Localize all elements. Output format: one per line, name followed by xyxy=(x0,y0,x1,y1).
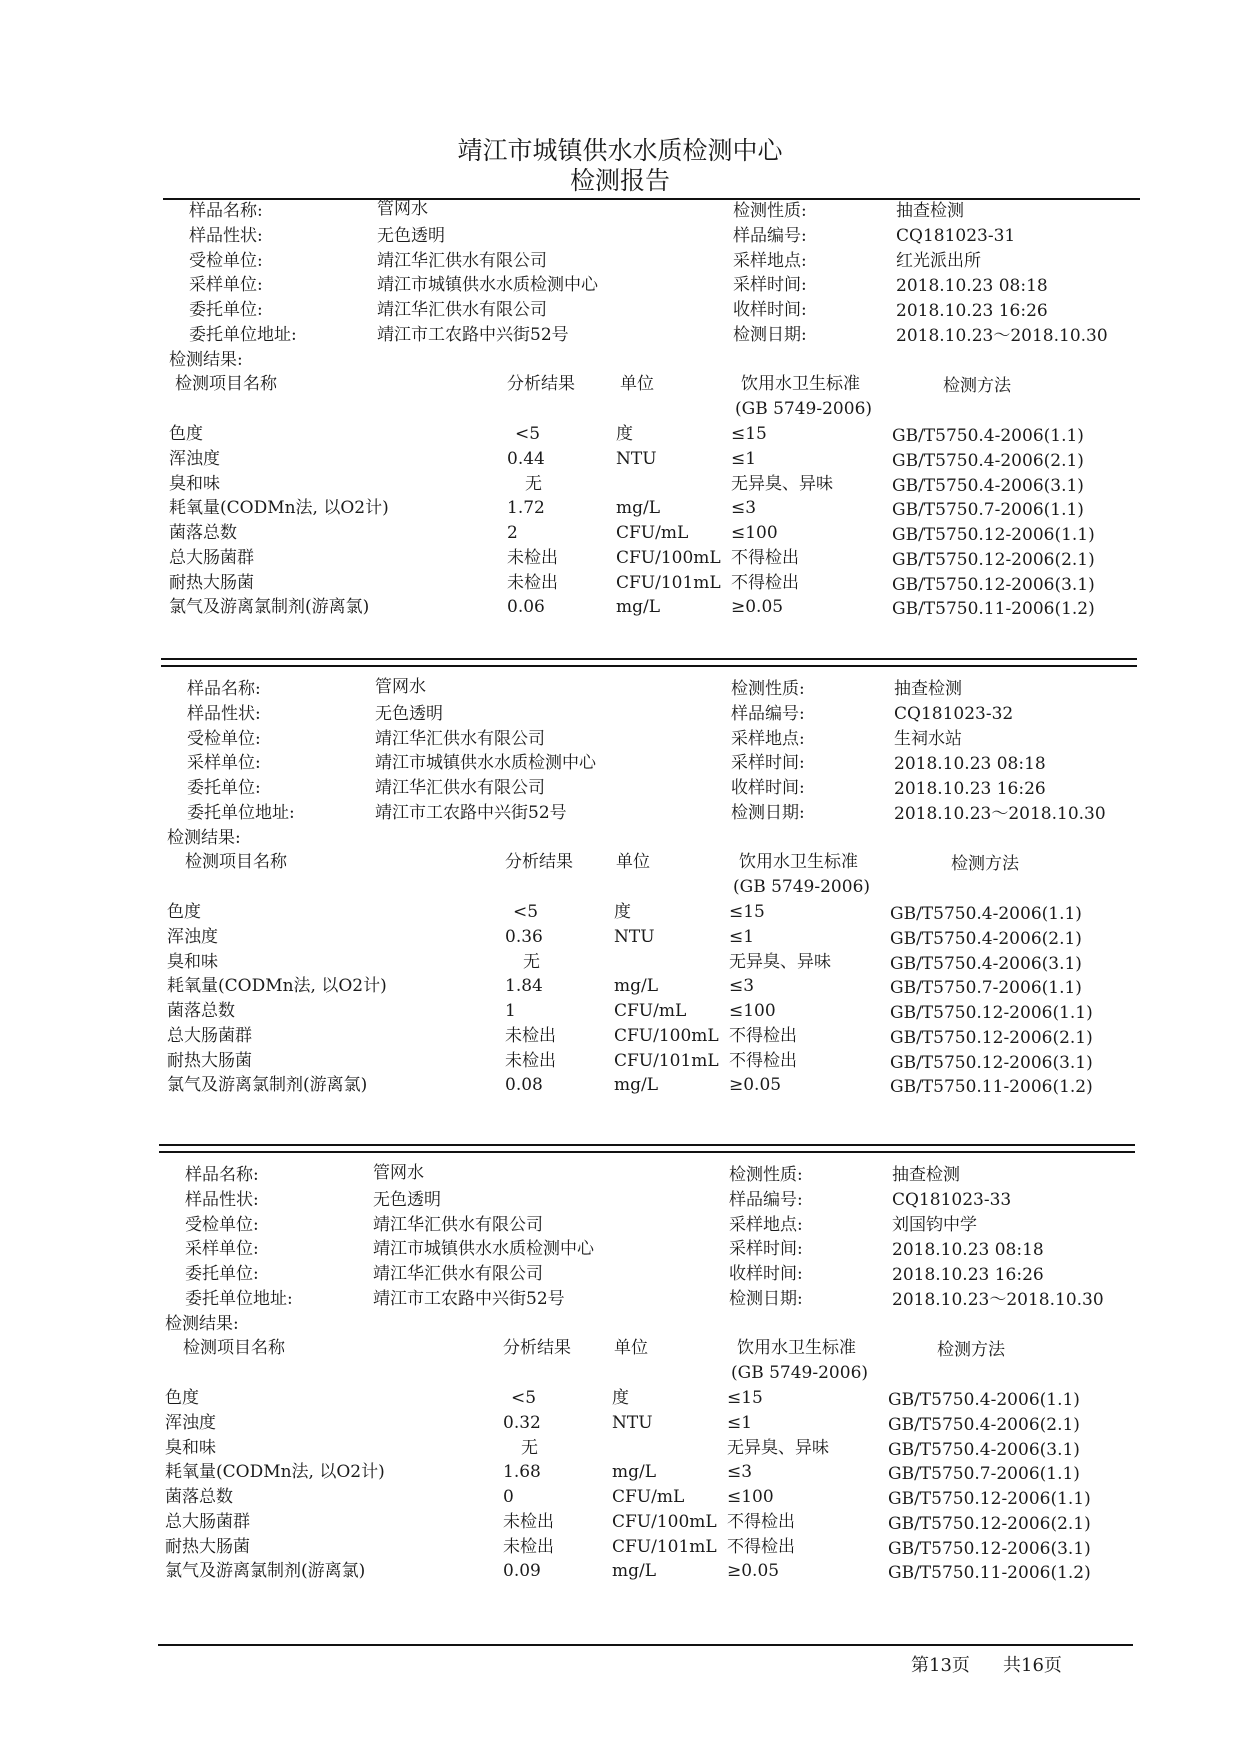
row-item: 菌落总数 xyxy=(169,523,237,543)
row-result: 0.44 xyxy=(507,449,545,469)
label-test-nature: 检测性质: xyxy=(733,201,807,221)
row-item: 总大肠菌群 xyxy=(165,1512,250,1532)
value-sampling-time: 2018.10.23 08:18 xyxy=(892,1240,1044,1260)
value-sample-no: CQ181023-33 xyxy=(892,1190,1012,1210)
row-item: 浑浊度 xyxy=(167,927,218,947)
row-standard: 无异臭、异味 xyxy=(729,952,831,972)
label-sampling-site: 采样地点: xyxy=(733,251,807,271)
row-unit: CFU/mL xyxy=(616,523,689,543)
label-test-nature: 检测性质: xyxy=(731,679,805,699)
org-title: 靖江市城镇供水水质检测中心 xyxy=(457,136,783,165)
value-inspected-unit: 靖江华汇供水有限公司 xyxy=(375,729,545,749)
row-standard: ≥0.05 xyxy=(729,1075,782,1095)
sample-block-2 xyxy=(161,670,1161,1140)
bottom-divider xyxy=(158,1644,1133,1646)
row-result: 0 xyxy=(503,1487,514,1507)
row-result: 0.36 xyxy=(505,927,543,947)
label-sampling-unit: 采样单位: xyxy=(185,1239,259,1259)
row-item: 浑浊度 xyxy=(165,1413,216,1433)
row-result: 2 xyxy=(507,523,518,543)
row-method: GB/T5750.4-2006(3.1) xyxy=(888,1440,1080,1460)
row-item: 氯气及游离氯制剂(游离氯) xyxy=(169,597,370,617)
row-result: 未检出 xyxy=(505,1051,556,1071)
row-method: GB/T5750.4-2006(1.1) xyxy=(892,426,1084,446)
row-method: GB/T5750.4-2006(2.1) xyxy=(890,929,1082,949)
row-result: <5 xyxy=(513,902,539,922)
col-result-header: 分析结果 xyxy=(505,852,573,872)
label-inspected-unit: 受检单位: xyxy=(189,251,263,271)
row-item: 耗氧量(CODMn法, 以O2计) xyxy=(165,1462,385,1482)
label-sampling-time: 采样时间: xyxy=(733,275,807,295)
value-sampling-time: 2018.10.23 08:18 xyxy=(896,276,1048,296)
value-sample-nature: 无色透明 xyxy=(377,226,445,246)
label-sample-nature: 样品性状: xyxy=(187,704,261,724)
row-method: GB/T5750.12-2006(3.1) xyxy=(888,1539,1091,1559)
row-method: GB/T5750.4-2006(1.1) xyxy=(888,1390,1080,1410)
row-result: 无 xyxy=(523,952,540,972)
row-standard: 不得检出 xyxy=(731,573,799,593)
col-standard-header: 饮用水卫生标准 xyxy=(741,374,860,394)
top-divider xyxy=(161,658,1137,660)
label-sampling-unit: 采样单位: xyxy=(187,753,261,773)
row-standard: ≤1 xyxy=(731,449,757,469)
row-result: 0.32 xyxy=(503,1413,541,1433)
label-client: 委托单位: xyxy=(185,1264,259,1284)
row-method: GB/T5750.11-2006(1.2) xyxy=(890,1077,1093,1097)
row-method: GB/T5750.12-2006(3.1) xyxy=(890,1053,1093,1073)
row-unit: 度 xyxy=(614,902,631,922)
label-sample-nature: 样品性状: xyxy=(189,226,263,246)
row-standard: ≤15 xyxy=(729,902,765,922)
label-client-address: 委托单位地址: xyxy=(185,1289,293,1309)
value-test-date: 2018.10.23～2018.10.30 xyxy=(892,1290,1104,1310)
value-sample-name: 管网水 xyxy=(377,199,428,219)
label-results: 检测结果: xyxy=(165,1314,239,1334)
row-unit: 度 xyxy=(616,424,633,444)
row-item: 氯气及游离氯制剂(游离氯) xyxy=(165,1561,366,1581)
label-sample-no: 样品编号: xyxy=(733,226,807,246)
value-receiving-time: 2018.10.23 16:26 xyxy=(894,779,1046,799)
row-standard: ≤1 xyxy=(729,927,755,947)
value-sampling-unit: 靖江市城镇供水水质检测中心 xyxy=(377,275,598,295)
row-item: 耐热大肠菌 xyxy=(167,1051,252,1071)
row-unit: mg/L xyxy=(612,1462,657,1482)
value-sampling-unit: 靖江市城镇供水水质检测中心 xyxy=(373,1239,594,1259)
row-method: GB/T5750.4-2006(2.1) xyxy=(892,451,1084,471)
value-sample-no: CQ181023-31 xyxy=(896,226,1016,246)
value-client-address: 靖江市工农路中兴街52号 xyxy=(377,325,569,345)
row-result: 0.09 xyxy=(503,1561,541,1581)
row-result: 未检出 xyxy=(503,1537,554,1557)
row-method: GB/T5750.4-2006(3.1) xyxy=(890,954,1082,974)
row-item: 色度 xyxy=(167,902,201,922)
row-standard: 不得检出 xyxy=(727,1537,795,1557)
value-test-date: 2018.10.23～2018.10.30 xyxy=(896,326,1108,346)
value-receiving-time: 2018.10.23 16:26 xyxy=(896,301,1048,321)
row-standard: 无异臭、异味 xyxy=(731,474,833,494)
row-method: GB/T5750.12-2006(1.1) xyxy=(888,1489,1091,1509)
label-receiving-time: 收样时间: xyxy=(729,1264,803,1284)
row-item: 氯气及游离氯制剂(游离氯) xyxy=(167,1075,368,1095)
row-unit: CFU/100mL xyxy=(616,548,721,568)
col-standard-header: 饮用水卫生标准 xyxy=(737,1338,856,1358)
value-sampling-site: 刘国钧中学 xyxy=(892,1215,977,1235)
value-test-nature: 抽查检测 xyxy=(894,679,962,699)
row-result: 无 xyxy=(525,474,542,494)
row-standard: ≤3 xyxy=(731,498,757,518)
row-standard: ≤100 xyxy=(731,523,778,543)
row-unit: mg/L xyxy=(614,1075,659,1095)
label-results: 检测结果: xyxy=(169,350,243,370)
row-method: GB/T5750.4-2006(1.1) xyxy=(890,904,1082,924)
row-standard: ≥0.05 xyxy=(731,597,784,617)
row-item: 浑浊度 xyxy=(169,449,220,469)
label-receiving-time: 收样时间: xyxy=(733,300,807,320)
label-inspected-unit: 受检单位: xyxy=(187,729,261,749)
row-method: GB/T5750.7-2006(1.1) xyxy=(892,500,1084,520)
label-test-date: 检测日期: xyxy=(731,803,805,823)
row-unit: 度 xyxy=(612,1388,629,1408)
row-unit: CFU/101mL xyxy=(616,573,721,593)
value-client: 靖江华汇供水有限公司 xyxy=(375,778,545,798)
label-test-nature: 检测性质: xyxy=(729,1165,803,1185)
row-standard: ≤3 xyxy=(729,976,755,996)
row-method: GB/T5750.12-2006(2.1) xyxy=(892,550,1095,570)
sample-block-3 xyxy=(159,1156,1159,1626)
row-unit: CFU/101mL xyxy=(614,1051,719,1071)
row-unit: CFU/101mL xyxy=(612,1537,717,1557)
value-client-address: 靖江市工农路中兴街52号 xyxy=(373,1289,565,1309)
row-method: GB/T5750.4-2006(2.1) xyxy=(888,1415,1080,1435)
page-total: 共16页 xyxy=(1003,1655,1062,1676)
row-method: GB/T5750.11-2006(1.2) xyxy=(888,1563,1091,1583)
col-standard-subheader: (GB 5749-2006) xyxy=(733,877,871,897)
label-sampling-site: 采样地点: xyxy=(731,729,805,749)
row-method: GB/T5750.4-2006(3.1) xyxy=(892,476,1084,496)
row-standard: ≤3 xyxy=(727,1462,753,1482)
row-result: <5 xyxy=(511,1388,537,1408)
row-method: GB/T5750.7-2006(1.1) xyxy=(888,1464,1080,1484)
row-method: GB/T5750.12-2006(1.1) xyxy=(890,1003,1093,1023)
label-sampling-time: 采样时间: xyxy=(731,753,805,773)
row-result: 未检出 xyxy=(507,573,558,593)
label-inspected-unit: 受检单位: xyxy=(185,1215,259,1235)
row-result: <5 xyxy=(515,424,541,444)
row-result: 1.84 xyxy=(505,976,543,996)
row-item: 色度 xyxy=(169,424,203,444)
row-item: 耐热大肠菌 xyxy=(169,573,254,593)
label-client: 委托单位: xyxy=(189,300,263,320)
row-method: GB/T5750.11-2006(1.2) xyxy=(892,599,1095,619)
row-unit: CFU/mL xyxy=(614,1001,687,1021)
label-client-address: 委托单位地址: xyxy=(189,325,297,345)
label-sample-name: 样品名称: xyxy=(185,1165,259,1185)
row-method: GB/T5750.12-2006(1.1) xyxy=(892,525,1095,545)
label-sample-no: 样品编号: xyxy=(731,704,805,724)
row-item: 耐热大肠菌 xyxy=(165,1537,250,1557)
row-item: 总大肠菌群 xyxy=(167,1026,252,1046)
col-item-header: 检测项目名称 xyxy=(185,852,287,872)
label-test-date: 检测日期: xyxy=(733,325,807,345)
col-standard-header: 饮用水卫生标准 xyxy=(739,852,858,872)
row-unit: mg/L xyxy=(616,498,661,518)
value-test-nature: 抽查检测 xyxy=(896,201,964,221)
label-sampling-time: 采样时间: xyxy=(729,1239,803,1259)
row-standard: ≤1 xyxy=(727,1413,753,1433)
label-sample-name: 样品名称: xyxy=(187,679,261,699)
row-result: 无 xyxy=(521,1438,538,1458)
top-divider xyxy=(159,1144,1135,1146)
row-standard: ≥0.05 xyxy=(727,1561,780,1581)
label-test-date: 检测日期: xyxy=(729,1289,803,1309)
value-sampling-site: 生祠水站 xyxy=(894,729,962,749)
row-result: 1 xyxy=(505,1001,516,1021)
label-client-address: 委托单位地址: xyxy=(187,803,295,823)
col-method-header: 检测方法 xyxy=(943,376,1011,396)
value-inspected-unit: 靖江华汇供水有限公司 xyxy=(377,251,547,271)
row-standard: 不得检出 xyxy=(731,548,799,568)
value-inspected-unit: 靖江华汇供水有限公司 xyxy=(373,1215,543,1235)
value-test-nature: 抽查检测 xyxy=(892,1165,960,1185)
row-standard: 无异臭、异味 xyxy=(727,1438,829,1458)
row-item: 耗氧量(CODMn法, 以O2计) xyxy=(167,976,387,996)
value-client: 靖江华汇供水有限公司 xyxy=(373,1264,543,1284)
row-result: 未检出 xyxy=(507,548,558,568)
row-result: 0.06 xyxy=(507,597,545,617)
row-standard: ≤100 xyxy=(729,1001,776,1021)
row-item: 色度 xyxy=(165,1388,199,1408)
row-result: 1.68 xyxy=(503,1462,541,1482)
row-standard: ≤15 xyxy=(731,424,767,444)
row-unit: CFU/mL xyxy=(612,1487,685,1507)
value-sample-no: CQ181023-32 xyxy=(894,704,1014,724)
label-client: 委托单位: xyxy=(187,778,261,798)
col-item-header: 检测项目名称 xyxy=(183,1338,285,1358)
row-method: GB/T5750.12-2006(2.1) xyxy=(890,1028,1093,1048)
col-unit-header: 单位 xyxy=(614,1338,648,1358)
row-result: 未检出 xyxy=(505,1026,556,1046)
row-item: 菌落总数 xyxy=(167,1001,235,1021)
row-result: 未检出 xyxy=(503,1512,554,1532)
row-unit: NTU xyxy=(612,1413,653,1433)
col-unit-header: 单位 xyxy=(620,374,654,394)
row-unit: NTU xyxy=(614,927,655,947)
row-standard: 不得检出 xyxy=(727,1512,795,1532)
row-standard: 不得检出 xyxy=(729,1051,797,1071)
value-sampling-unit: 靖江市城镇供水水质检测中心 xyxy=(375,753,596,773)
row-item: 臭和味 xyxy=(169,474,220,494)
row-unit: mg/L xyxy=(612,1561,657,1581)
top-divider xyxy=(159,1151,1135,1153)
value-sample-nature: 无色透明 xyxy=(375,704,443,724)
row-standard: ≤100 xyxy=(727,1487,774,1507)
row-method: GB/T5750.7-2006(1.1) xyxy=(890,978,1082,998)
value-sample-name: 管网水 xyxy=(373,1163,424,1183)
value-sampling-time: 2018.10.23 08:18 xyxy=(894,754,1046,774)
row-unit: mg/L xyxy=(616,597,661,617)
value-client-address: 靖江市工农路中兴街52号 xyxy=(375,803,567,823)
label-sample-nature: 样品性状: xyxy=(185,1190,259,1210)
value-receiving-time: 2018.10.23 16:26 xyxy=(892,1265,1044,1285)
value-test-date: 2018.10.23～2018.10.30 xyxy=(894,804,1106,824)
row-method: GB/T5750.12-2006(2.1) xyxy=(888,1514,1091,1534)
row-unit: CFU/100mL xyxy=(614,1026,719,1046)
sample-block-1 xyxy=(163,192,1163,662)
label-sample-name: 样品名称: xyxy=(189,201,263,221)
row-item: 菌落总数 xyxy=(165,1487,233,1507)
row-result: 0.08 xyxy=(505,1075,543,1095)
row-standard: 不得检出 xyxy=(729,1026,797,1046)
row-unit: NTU xyxy=(616,449,657,469)
col-standard-subheader: (GB 5749-2006) xyxy=(731,1363,869,1383)
value-sample-name: 管网水 xyxy=(375,677,426,697)
page-number: 第13页 xyxy=(911,1655,970,1676)
label-sampling-site: 采样地点: xyxy=(729,1215,803,1235)
row-result: 1.72 xyxy=(507,498,545,518)
col-unit-header: 单位 xyxy=(616,852,650,872)
row-unit: CFU/100mL xyxy=(612,1512,717,1532)
col-standard-subheader: (GB 5749-2006) xyxy=(735,399,873,419)
row-unit: mg/L xyxy=(614,976,659,996)
top-divider xyxy=(161,665,1137,667)
row-method: GB/T5750.12-2006(3.1) xyxy=(892,575,1095,595)
value-sample-nature: 无色透明 xyxy=(373,1190,441,1210)
row-item: 耗氧量(CODMn法, 以O2计) xyxy=(169,498,389,518)
col-item-header: 检测项目名称 xyxy=(175,374,277,394)
label-results: 检测结果: xyxy=(167,828,241,848)
col-result-header: 分析结果 xyxy=(507,374,575,394)
row-item: 臭和味 xyxy=(165,1438,216,1458)
label-sample-no: 样品编号: xyxy=(729,1190,803,1210)
col-result-header: 分析结果 xyxy=(503,1338,571,1358)
row-item: 臭和味 xyxy=(167,952,218,972)
top-divider xyxy=(163,198,1140,200)
value-client: 靖江华汇供水有限公司 xyxy=(377,300,547,320)
label-sampling-unit: 采样单位: xyxy=(189,275,263,295)
col-method-header: 检测方法 xyxy=(937,1340,1005,1360)
row-standard: ≤15 xyxy=(727,1388,763,1408)
report-title: 检测报告 xyxy=(569,166,670,195)
value-sampling-site: 红光派出所 xyxy=(896,251,981,271)
row-item: 总大肠菌群 xyxy=(169,548,254,568)
col-method-header: 检测方法 xyxy=(951,854,1019,874)
label-receiving-time: 收样时间: xyxy=(731,778,805,798)
